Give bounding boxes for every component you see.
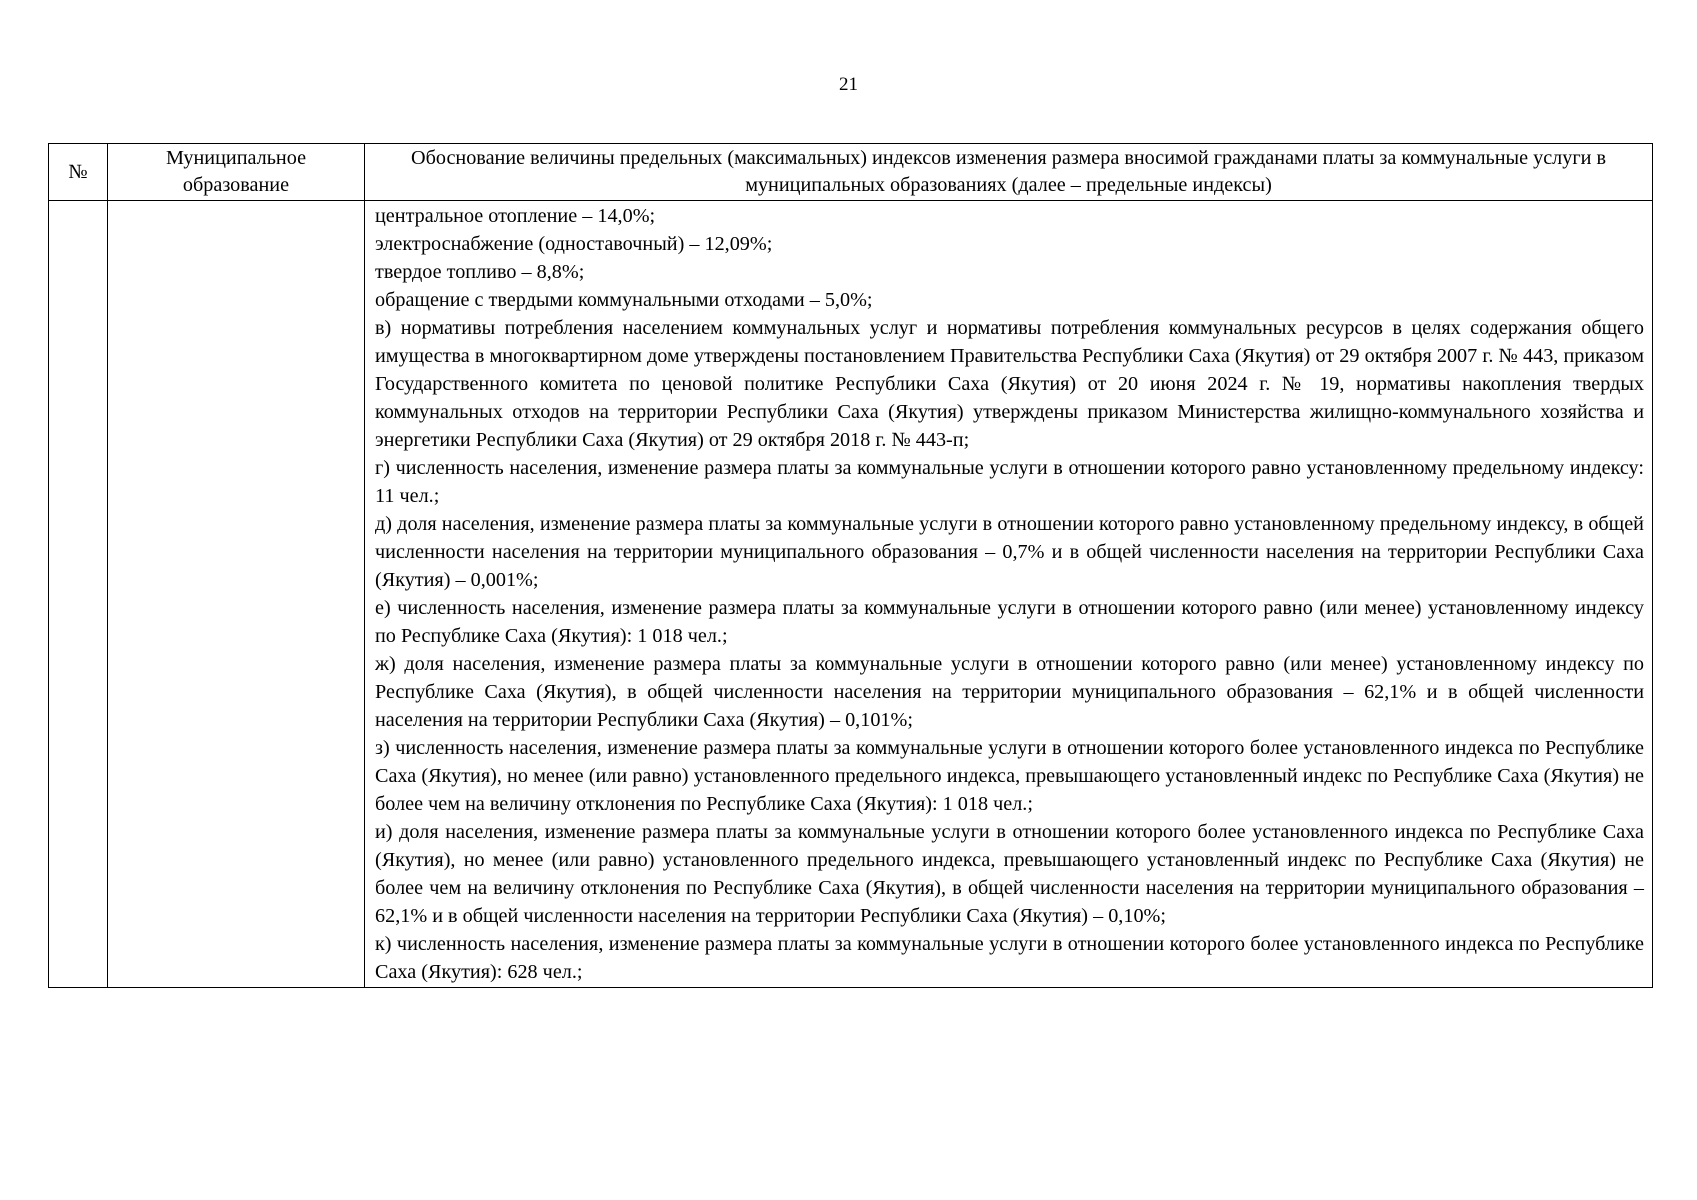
paragraph-item-i: и) доля населения, изменение размера платы за коммунальные услуги в отношении которого более установленного индекса по Республике Саха (Якутия), но менее (или равно) установленного предельного индекса, превышающего установленный индекс по Республике Саха (Якутия) не более чем на величину отклонения по Республике Саха (Якутия), в общей численности населения на территории муниципального образования – 62,1% и в общей численности населения на территории Республики Саха (Якутия) – 0,10%; [375,821,1644,927]
paragraph-central-heating: центральное отопление – 14,0%; [375,205,656,227]
paragraph-item-d: д) доля населения, изменение размера платы за коммунальные услуги в отношении которого равно установленному предельному индексу, в общей численности населения на территории муниципального образования – 0,7% и в общей численности населения на территории Республики Саха (Якутия) – 0,001%; [375,513,1644,591]
cell-municipality [108,201,365,988]
cell-number [49,201,108,988]
paragraph-item-g: г) численность населения, изменение размера платы за коммунальные услуги в отношении которого равно установленному предельному индексу: 11 чел.; [375,457,1644,507]
paragraph-item-z: з) численность населения, изменение размера платы за коммунальные услуги в отношении которого более установленного индекса по Республике Саха (Якутия), но менее (или равно) установленного предельного индекса, превышающего установленный индекс по Республике Саха (Якутия) не более чем на величину отклонения по Республике Саха (Якутия): 1 018 чел.; [375,737,1644,815]
header-justification: Обоснование величины предельных (максимальных) индексов изменения размера вносимой гражданами платы за коммунальные услуги в муниципальных образованиях (далее – предельные индексы) [365,144,1653,201]
cell-justification [365,201,1653,988]
paragraph-item-k: к) численность населения, изменение размера платы за коммунальные услуги в отношении которого более установленного индекса по Республике Саха (Якутия): 628 чел.; [375,933,1644,983]
paragraph-item-zh: ж) доля населения, изменение размера платы за коммунальные услуги в отношении которого равно (или менее) установленному индексу по Республике Саха (Якутия), в общей численности населения на территории муниципального образования – 62,1% и в общей численности населения на территории Республики Саха (Якутия) – 0,101%; [375,653,1644,731]
paragraph-item-v: в) нормативы потребления населением коммунальных услуг и нормативы потребления коммунальных ресурсов в целях содержания общего имущества в многоквартирном доме утверждены постановлением Правительства Республики Саха (Якутия) от 29 октября 2007 г. № 443, приказом Государственного комитета по ценовой политике Республики Саха (Якутия) от 20 июня 2024 г. № 19, нормативы накопления твердых коммунальных отходов на территории Республики Саха (Якутия) утверждены приказом Министерства жилищно-коммунального хозяйства и энергетики Республики Саха (Якутия) от 29 октября 2018 г. № 443-п; [375,317,1644,451]
table-body [49,201,1653,988]
header-municipality: Муниципальное образование [108,144,365,201]
paragraph-item-e: е) численность населения, изменение размера платы за коммунальные услуги в отношении которого равно (или менее) установленному индексу по Республике Саха (Якутия): 1 018 чел.; [375,597,1644,647]
paragraph-solid-waste: обращение с твердыми коммунальными отходами – 5,0%; [375,289,873,311]
paragraph-solid-fuel: твердое топливо – 8,8%; [375,261,585,283]
page-number: 21 [839,74,858,95]
tariff-index-table [48,143,1653,988]
header-number: № [49,144,108,201]
table-header [49,144,1653,201]
header-row [49,144,1653,201]
table-row [49,201,1653,988]
paragraph-electricity: электроснабжение (одноставочный) – 12,09%; [375,233,773,255]
